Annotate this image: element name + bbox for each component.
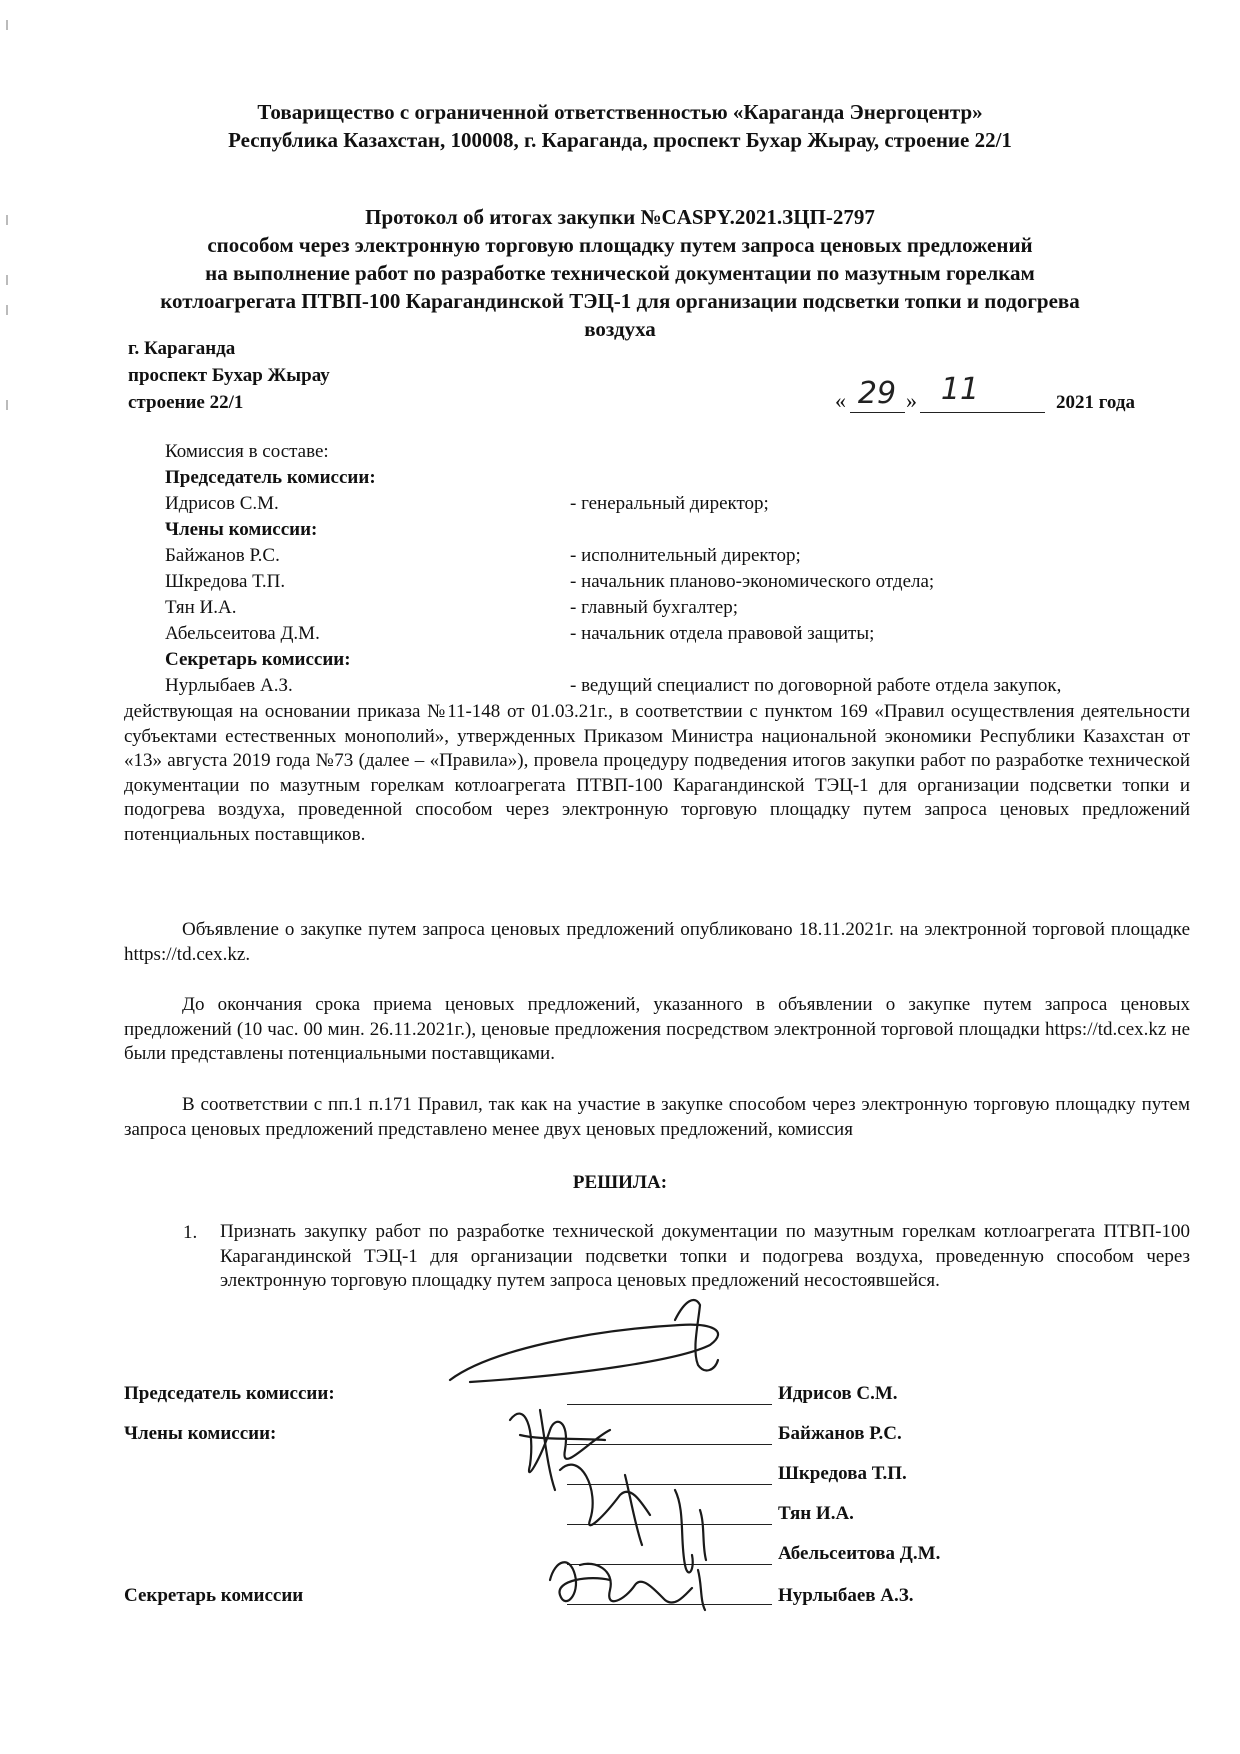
date-open-quote: « [835, 388, 846, 413]
location-street: проспект Бухар Жырау [128, 365, 330, 386]
date-month: 11 [940, 372, 980, 407]
member-role: - исполнительный директор; [570, 545, 801, 566]
sign-secretary-label: Секретарь комиссии [124, 1585, 304, 1606]
paragraph-basis: В соответствии с пп.1 п.171 Правил, так как на участие в закупке способом через электронную торговую площадку путем запроса ценовых предложений представлено менее двух ценовых предложений, комиссия [124, 1094, 1190, 1140]
org-name: Товарищество с ограниченной ответственностью «Караганда Энергоцентр» [257, 100, 983, 124]
handwritten-signatures [430, 1290, 790, 1630]
member-role: - главный бухгалтер; [570, 597, 738, 618]
margin-mark [6, 400, 8, 410]
secretary-name: Нурлыбаев А.З. [165, 675, 293, 696]
location-building: строение 22/1 [128, 392, 244, 413]
signature-member-1 [510, 1414, 610, 1473]
margin-mark [6, 20, 8, 30]
date-month-line [920, 412, 1045, 413]
member-name: Абельсеитова Д.М. [165, 623, 320, 644]
decision-item-text: Признать закупку работ по разработке технической документации по мазутным горелкам котлоагрегата ПТВП-100 Карагандинской ТЭЦ-1 для организации подсветки топки и подогрева воздуха, проведенную способом через электронную торговую площадку путем запроса ценовых предложений несостоявшейся. [220, 1221, 1190, 1291]
protocol-subtitle-1: способом через электронную торговую площадку путем запроса ценовых предложений [207, 233, 1033, 257]
members-heading: Члены комиссии: [165, 519, 318, 540]
paragraph-deadline: До окончания срока приема ценовых предложений, указанного в объявлении о закупке путем запроса ценовых предложений (10 час. 00 мин. 26.11.2021г.), ценовые предложения посредством электронной торговой площадки https://td.cex.kz не были представлены потенциальными поставщиками. [124, 994, 1190, 1064]
sign-members-label: Члены комиссии: [124, 1423, 277, 1444]
member-name: Тян И.А. [165, 597, 237, 618]
member-role: - начальник отдела правовой защиты; [570, 623, 875, 644]
protocol-subtitle-2: на выполнение работ по разработке технической документации по мазутным горелкам [205, 261, 1035, 285]
signature-member-3 [675, 1490, 693, 1572]
date-close-quote: » [906, 388, 917, 413]
commission-intro: Комиссия в составе: [165, 441, 329, 462]
decision-item-number: 1. [183, 1222, 198, 1243]
sign-chair-label: Председатель комиссии: [124, 1383, 335, 1404]
paragraph-procedure: действующая на основании приказа №11-148 от 01.03.21г., в соответствии с пунктом 169 «Правил осуществления деятельности субъектами естественных монополий», утвержденных Приказом Министра национальной экономики Республики Казахстан от «13» августа 2019 года №73 (далее – «Правила»), провела процедуру подведения итогов закупки работ по разработке технической документации по мазутным горелкам котлоагрегата ПТВП-100 Карагандинской ТЭЦ-1 для организации подсветки топки и подогрева воздуха, проведенной способом через электронную торговую площадку путем запроса ценовых предложений потенциальных поставщиков. [124, 701, 1190, 845]
date-day: 29 [857, 376, 897, 411]
signatory-name: Нурлыбаев А.З. [778, 1585, 914, 1606]
paragraph-announcement: Объявление о закупке путем запроса ценовых предложений опубликовано 18.11.2021г. на электронной торговой площадке https://td.cex.kz. [124, 919, 1190, 965]
member-name: Байжанов Р.С. [165, 545, 280, 566]
chair-role: - генеральный директор; [570, 493, 769, 514]
date-day-line [850, 412, 905, 413]
signatory-name: Абельсеитова Д.М. [778, 1543, 941, 1564]
chair-name: Идрисов С.М. [165, 493, 279, 514]
protocol-subtitle-3: котлоагрегата ПТВП-100 Карагандинской ТЭЦ-1 для организации подсветки топки и подогрева [160, 289, 1080, 313]
protocol-title: Протокол об итогах закупки №CASPY.2021.ЗЦП-2797 [365, 205, 875, 229]
org-address: Республика Казахстан, 100008, г. Караганда, проспект Бухар Жырау, строение 22/1 [228, 128, 1012, 152]
signatory-name: Идрисов С.М. [778, 1383, 898, 1404]
signature-chair [450, 1325, 718, 1382]
signature-member-2 [560, 1465, 650, 1526]
member-role: - начальник планово-экономического отдела; [570, 571, 935, 592]
location-city: г. Караганда [128, 338, 236, 359]
secretary-heading: Секретарь комиссии: [165, 649, 351, 670]
protocol-subtitle-4: воздуха [584, 317, 656, 341]
chair-heading: Председатель комиссии: [165, 467, 376, 488]
signatory-name: Байжанов Р.С. [778, 1423, 902, 1444]
secretary-role: - ведущий специалист по договорной работе отдела закупок, [570, 675, 1062, 696]
decision-heading: РЕШИЛА: [572, 1172, 668, 1193]
signatory-name: Тян И.А. [778, 1503, 854, 1524]
signatory-name: Шкредова Т.П. [778, 1463, 907, 1484]
member-name: Шкредова Т.П. [165, 571, 286, 592]
date-year: 2021 года [1056, 392, 1135, 413]
